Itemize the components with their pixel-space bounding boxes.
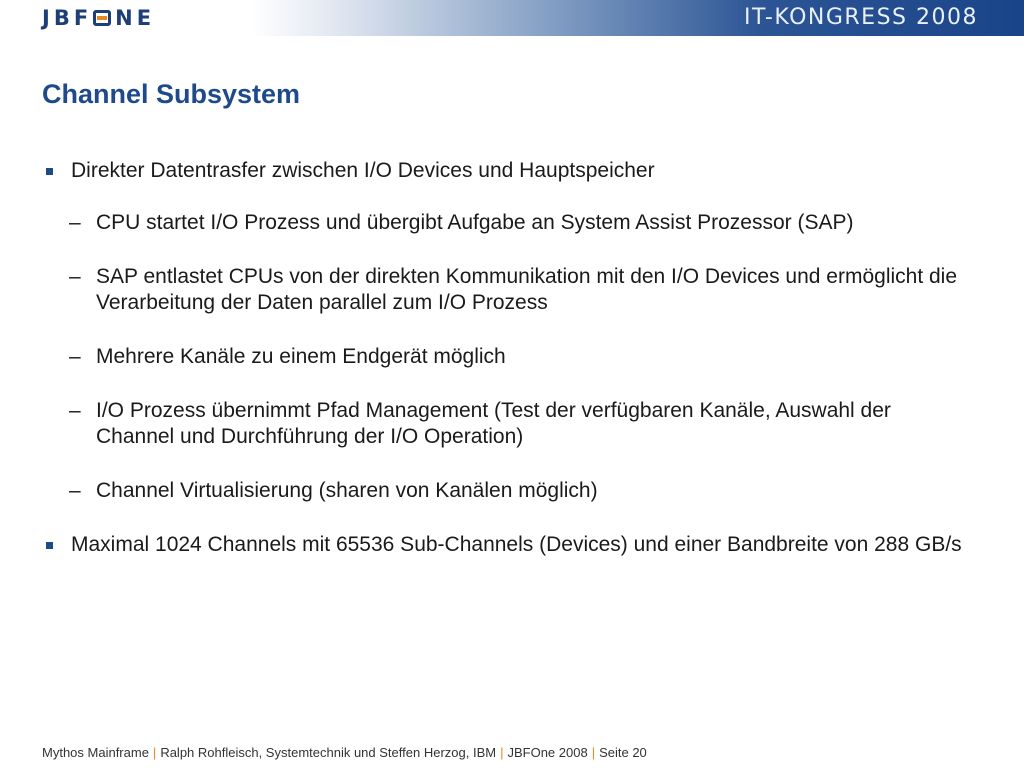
bullet-item [42, 532, 972, 558]
event-title: IT-KONGRESS 2008 [744, 5, 978, 30]
sub-bullet-text: Mehrere Kanäle zu einem Endgerät möglich [96, 345, 506, 368]
sub-bullet-item [42, 210, 972, 236]
footer-separator: | [500, 745, 504, 760]
logo-text-suffix: NE [115, 6, 156, 30]
sub-bullet-text: Channel Virtualisierung (sharen von Kanälen möglich) [96, 479, 598, 502]
logo-o-mark-icon [93, 10, 111, 26]
sub-bullet-text: CPU startet I/O Prozess und übergibt Aufgabe an System Assist Prozessor (SAP) [96, 211, 854, 234]
sub-bullet-item [42, 264, 972, 316]
bullet-text: Direkter Datentrasfer zwischen I/O Devices und Hauptspeicher [71, 159, 655, 182]
logo-text-prefix: JBF [42, 6, 93, 30]
square-bullet-icon [46, 168, 53, 175]
bullet-item [42, 158, 972, 184]
square-bullet-icon [46, 542, 53, 549]
sub-bullet-item [42, 398, 972, 450]
footer-speakers: Ralph Rohfleisch, Systemtechnik und Steffen Herzog, IBM [160, 745, 497, 760]
dash-bullet-icon: – [69, 479, 81, 502]
slide-title: Channel Subsystem [42, 79, 301, 109]
sub-bullet-text: I/O Prozess übernimmt Pfad Management (Test der verfügbaren Kanäle, Auswahl der Channel und Durchführung der I/O Operation) [96, 399, 891, 448]
bullet-text: Maximal 1024 Channels mit 65536 Sub-Channels (Devices) und einer Bandbreite von 288 GB/s [71, 533, 962, 556]
footer-separator: | [591, 745, 596, 760]
footer-page-number: Seite 20 [599, 745, 647, 760]
dash-bullet-icon: – [69, 399, 81, 422]
footer-event: JBFOne 2008 [507, 745, 588, 760]
footer-separator: | [152, 745, 157, 760]
sub-bullet-item [42, 344, 972, 370]
jbfone-logo [42, 7, 155, 29]
bullet-list [42, 158, 972, 584]
dash-bullet-icon: – [69, 345, 81, 368]
footer-talk-title: Mythos Mainframe [42, 745, 149, 760]
dash-bullet-icon: – [69, 211, 81, 234]
slide-footer [42, 745, 647, 760]
dash-bullet-icon: – [69, 265, 81, 288]
sub-bullet-item [42, 478, 972, 504]
sub-bullet-text: SAP entlastet CPUs von der direkten Kommunikation mit den I/O Devices und ermöglicht die Verarbeitung der Daten parallel zum I/O Prozess [96, 265, 958, 314]
